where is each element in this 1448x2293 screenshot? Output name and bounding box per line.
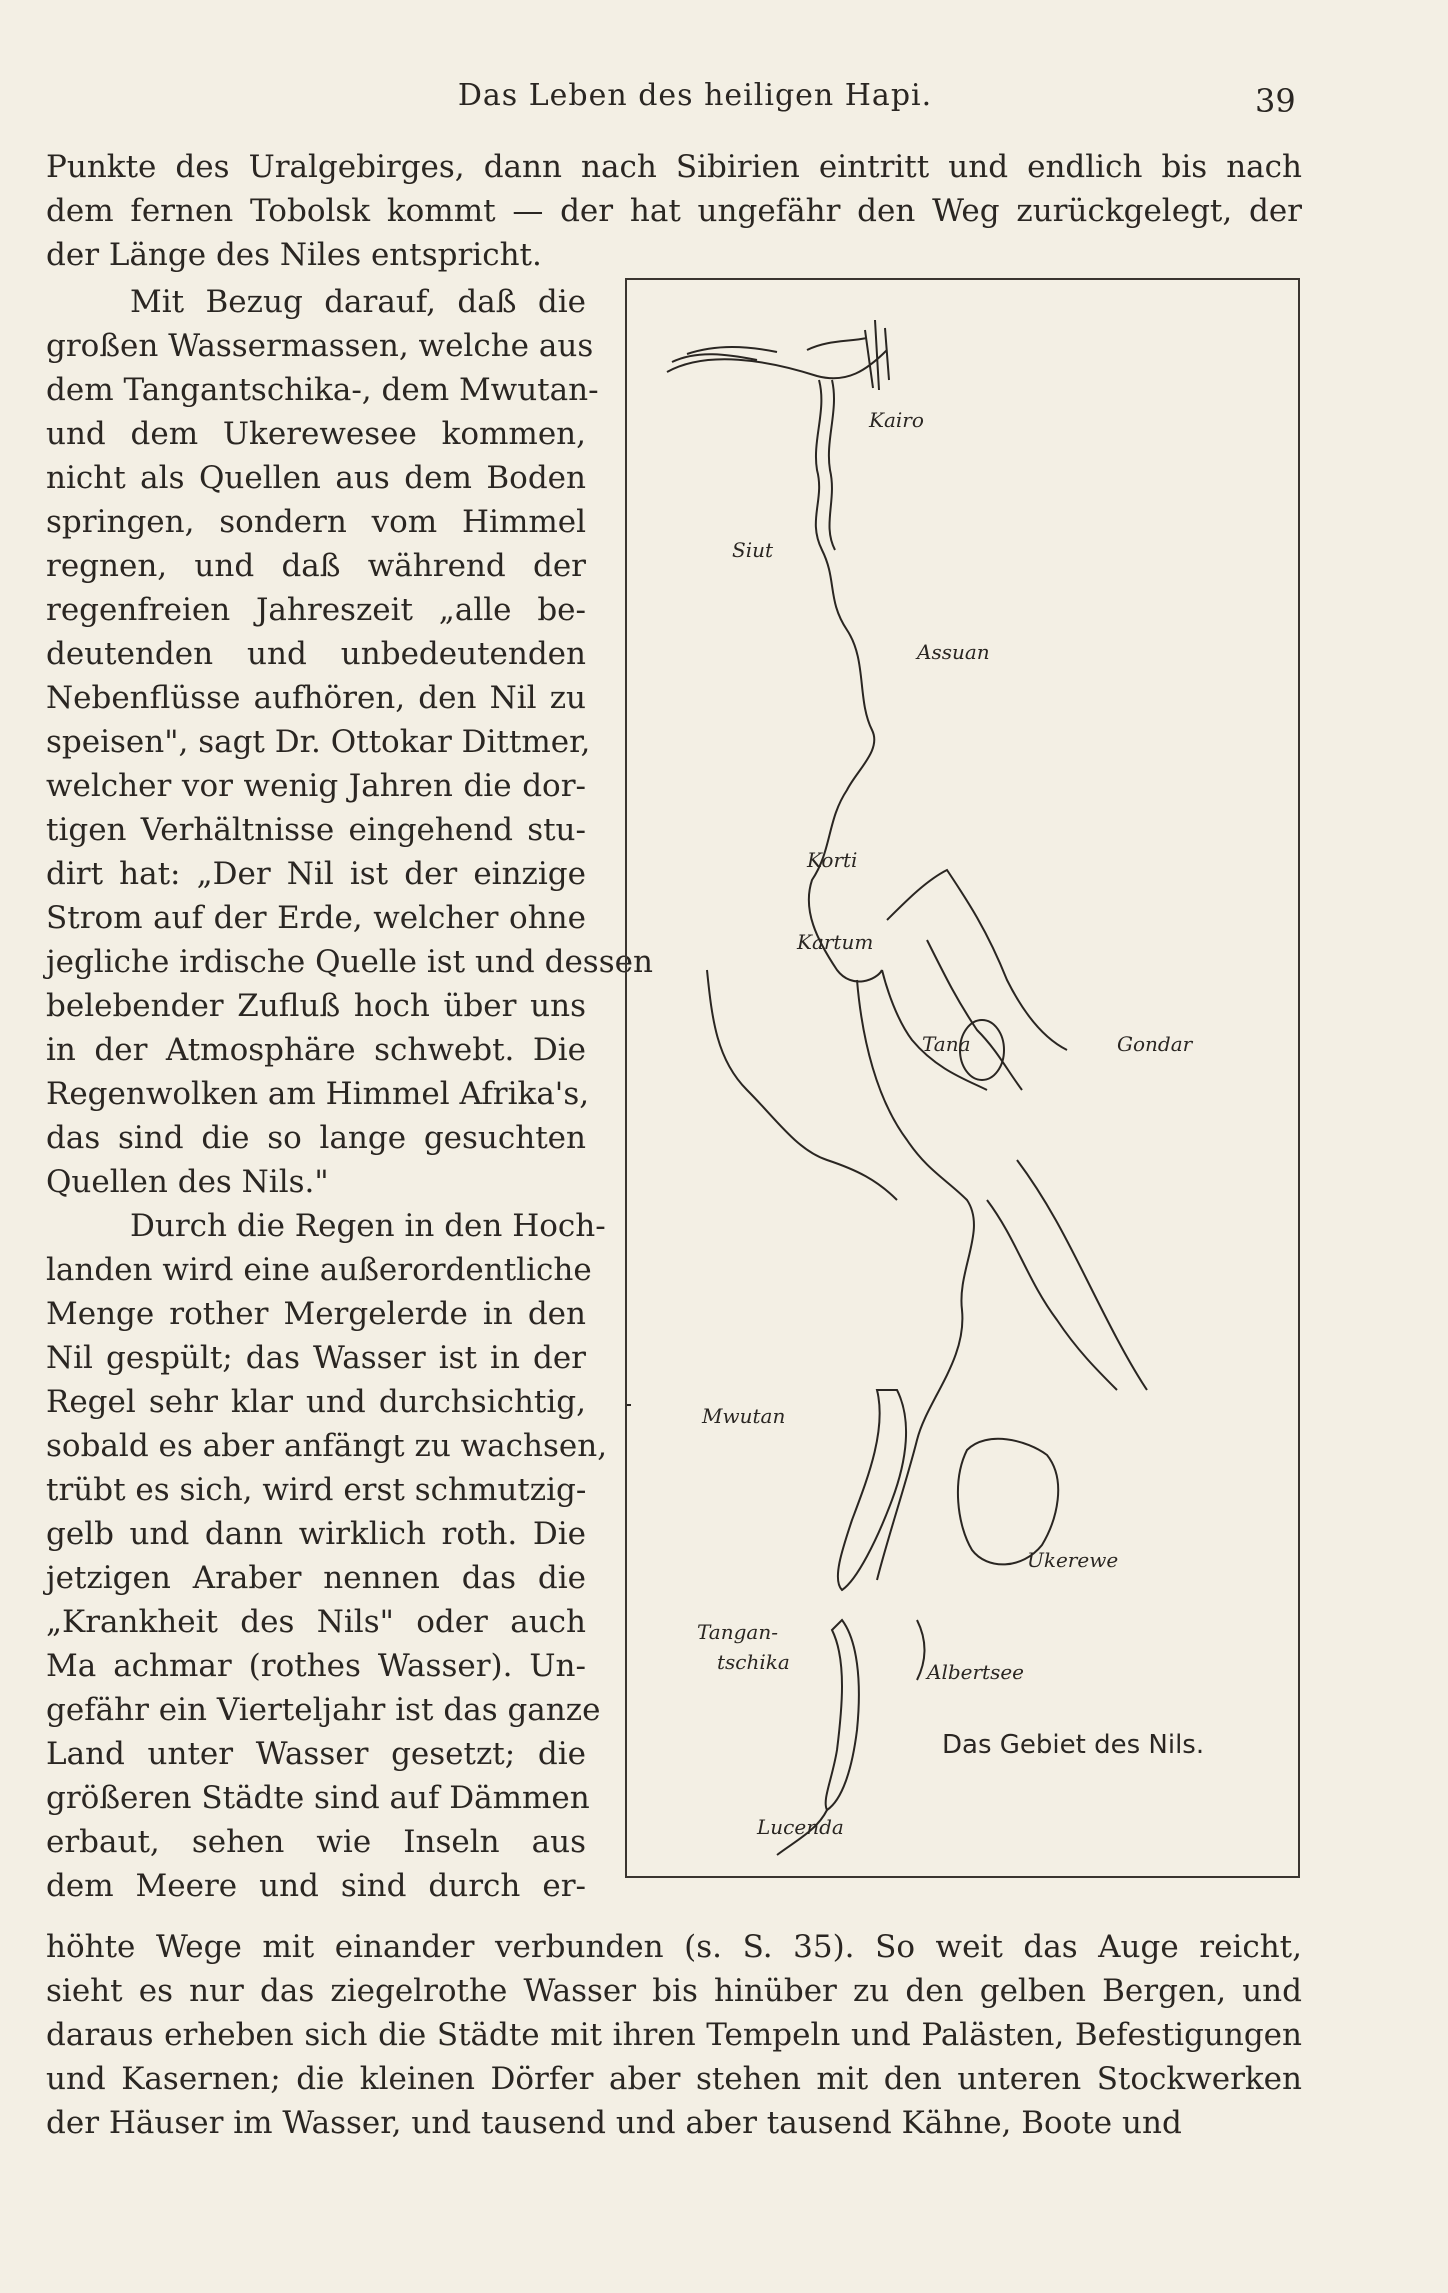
column-text-line: Regel sehr klar und durchsichtig, bbox=[46, 1384, 586, 1420]
column-text-line: erbaut, sehen wie Inseln aus bbox=[46, 1824, 586, 1860]
running-title: Das Leben des heiligen Hapi. bbox=[457, 78, 933, 113]
column-text-line: sobald es aber anfängt zu wachsen, bbox=[46, 1428, 608, 1464]
column-text-line: Ma achmar (rothes Wasser). Un- bbox=[46, 1648, 586, 1684]
map-label-mwutan: Mwutan bbox=[702, 1404, 786, 1428]
delta-waves bbox=[672, 320, 889, 390]
text-line: und Kasernen; die kleinen Dörfer aber stehen mit den unteren Stockwerken bbox=[46, 2061, 1302, 2097]
column-text-line: Land unter Wasser gesetzt; die bbox=[46, 1736, 586, 1772]
column-text-line: Nebenflüsse aufhören, den Nil zu bbox=[46, 680, 586, 716]
column-text-line: das sind die so lange gesuchten bbox=[46, 1120, 586, 1156]
sobat-river-2 bbox=[1017, 1160, 1147, 1390]
column-text-line: und dem Ukerewesee kommen, bbox=[46, 416, 586, 452]
column-text-line: großen Wassermassen, welche aus bbox=[46, 328, 594, 364]
column-text-line: Strom auf der Erde, welcher ohne bbox=[46, 900, 586, 936]
column-text-line: Mit Bezug darauf, daß die bbox=[130, 284, 586, 320]
column-text-line: Menge rother Mergelerde in den bbox=[46, 1296, 586, 1332]
column-text-line: Nil gespült; das Wasser ist in der bbox=[46, 1340, 586, 1376]
map-label-korti: Korti bbox=[807, 848, 858, 872]
page-number: 39 bbox=[1255, 82, 1296, 120]
map-label-lucenda: Lucenda bbox=[757, 1815, 844, 1839]
text-line: der Länge des Niles entspricht. bbox=[46, 237, 542, 273]
map-label-tschika: tschika bbox=[717, 1650, 790, 1674]
map-label-albertsee: Albertsee bbox=[927, 1660, 1025, 1684]
column-text-line: gelb und dann wirklich roth. Die bbox=[46, 1516, 586, 1552]
map-caption: Das Gebiet des Nils. bbox=[942, 1730, 1205, 1760]
text-line: daraus erheben sich die Städte mit ihren Tempeln und Palästen, Befestigungen bbox=[46, 2017, 1302, 2053]
column-text-line: Quellen des Nils." bbox=[46, 1164, 329, 1200]
lake-tanganyika bbox=[826, 1620, 859, 1810]
column-text-line: tigen Verhältnisse eingehend stu- bbox=[46, 812, 586, 848]
lake-ukerewe bbox=[958, 1439, 1058, 1565]
lake-mwutan bbox=[838, 1390, 906, 1590]
column-text-line: regnen, und daß während der bbox=[46, 548, 586, 584]
atbara-river bbox=[887, 870, 1067, 1050]
text-line: Punkte des Uralgebirges, dann nach Sibirien eintritt und endlich bis nach bbox=[46, 149, 1302, 185]
column-text-line: größeren Städte sind auf Dämmen bbox=[46, 1780, 590, 1816]
column-text-line: in der Atmosphäre schwebt. Die bbox=[46, 1032, 586, 1068]
column-text-line: „Krankheit des Nils" oder auch bbox=[46, 1604, 586, 1640]
map-label-kairo: Kairo bbox=[869, 408, 924, 432]
map-label-siut: Siut bbox=[732, 538, 774, 562]
column-text-line: jegliche irdische Quelle ist und dessen bbox=[46, 944, 653, 980]
column-text-line: welcher vor wenig Jahren die dor- bbox=[46, 768, 586, 804]
text-line: sieht es nur das ziegelrothe Wasser bis hinüber zu den gelben Bergen, und bbox=[46, 1973, 1302, 2009]
map-label-assuan: Assuan bbox=[917, 640, 990, 664]
map-label-ukerewe: Ukerewe bbox=[1027, 1548, 1119, 1572]
nile-map-figure bbox=[625, 278, 1300, 1878]
text-line: höhte Wege mit einander verbunden (s. S. 35). So weit das Auge reicht, bbox=[46, 1929, 1302, 1965]
column-text-line: landen wird eine außerordentliche bbox=[46, 1252, 592, 1288]
nile-main bbox=[809, 380, 882, 982]
river-albertsee bbox=[917, 1620, 925, 1680]
column-text-line: Regenwolken am Himmel Afrika's, bbox=[46, 1076, 590, 1112]
map-label-tangan: Tangan- bbox=[697, 1620, 778, 1644]
map-label-kartum: Kartum bbox=[797, 930, 874, 954]
column-text-line: jetzigen Araber nennen das die bbox=[46, 1560, 586, 1596]
column-text-line: trübt es sich, wird erst schmutzig- bbox=[46, 1472, 587, 1508]
white-nile bbox=[857, 980, 974, 1580]
text-line: dem fernen Tobolsk kommt — der hat ungefähr den Weg zurückgelegt, der bbox=[46, 193, 1302, 229]
column-text-line: regenfreien Jahreszeit „alle be- bbox=[46, 592, 586, 628]
text-line: der Häuser im Wasser, und tausend und aber tausend Kähne, Boote und bbox=[46, 2105, 1182, 2141]
white-nile-west bbox=[707, 970, 897, 1200]
column-text-line: deutenden und unbedeutenden bbox=[46, 636, 586, 672]
column-text-line: speisen", sagt Dr. Ottokar Dittmer, bbox=[46, 724, 591, 760]
column-text-line: gefähr ein Vierteljahr ist das ganze bbox=[46, 1692, 601, 1728]
column-text-line: springen, sondern vom Himmel bbox=[46, 504, 586, 540]
column-text-line: dem Tangantschika-, dem Mwutan- bbox=[46, 372, 599, 408]
sobat-river bbox=[987, 1200, 1117, 1390]
column-text-line: belebender Zufluß hoch über uns bbox=[46, 988, 586, 1024]
column-text-line: nicht als Quellen aus dem Boden bbox=[46, 460, 586, 496]
map-label-tana: Tana bbox=[922, 1032, 971, 1056]
nile-bank bbox=[829, 380, 835, 550]
column-text-line: dirt hat: „Der Nil ist der einzige bbox=[46, 856, 586, 892]
map-label-gondar: Gondar bbox=[1117, 1032, 1193, 1056]
column-text-line: dem Meere und sind durch er- bbox=[46, 1868, 586, 1904]
column-text-line: Durch die Regen in den Hoch- bbox=[130, 1208, 606, 1244]
